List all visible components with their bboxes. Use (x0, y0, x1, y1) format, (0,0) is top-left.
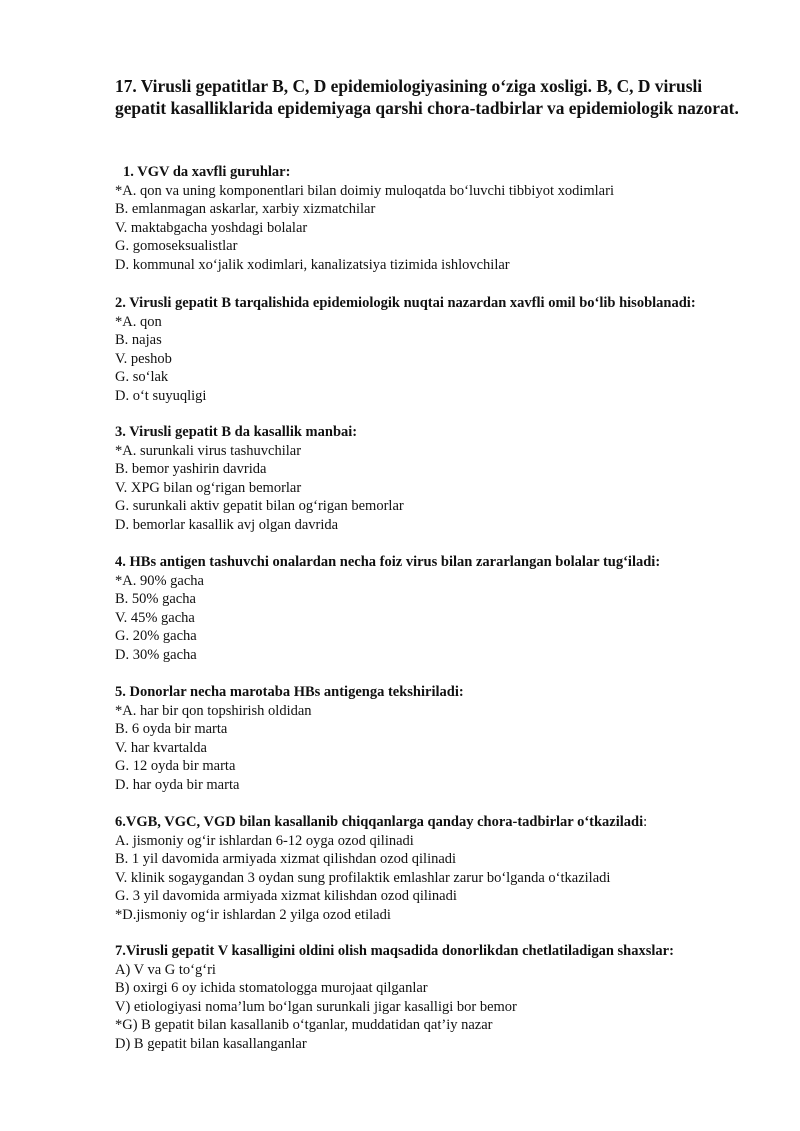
question-block-5 (115, 682, 775, 794)
answer-option: B. bemor yashirin davrida (115, 461, 267, 478)
answer-option: G. 3 yil davomida armiyada xizmat kilishdan ozod qilinadi (115, 888, 457, 905)
answer-options (115, 313, 775, 405)
question-block-2 (115, 293, 775, 405)
question-text-suffix: : (643, 814, 648, 830)
answer-option: V. maktabgacha yoshdagi bolalar (115, 219, 308, 236)
answer-option: G. gomoseksualistlar (115, 238, 238, 255)
answer-option: B. najas (115, 332, 162, 349)
answer-options (115, 442, 775, 534)
answer-option: G. 20% gacha (115, 628, 197, 645)
answer-option: *A. qon (115, 314, 162, 330)
answer-option: D) B gepatit bilan kasallanganlar (115, 1035, 307, 1052)
answer-option: *D.jismoniy og‘ir ishlardan 2 yilga ozod etiladi (115, 906, 391, 923)
answer-option: G. 12 oyda bir marta (115, 758, 236, 775)
question-block-1 (115, 162, 775, 274)
answer-options (115, 702, 775, 794)
answer-option: D. kommunal xo‘jalik xodimlari, kanalizatsiya tizimida ishlovchilar (115, 256, 510, 273)
answer-option: D. 30% gacha (115, 646, 197, 663)
answer-option: V. XPG bilan og‘rigan bemorlar (115, 479, 302, 496)
answer-option: V. peshob (115, 350, 172, 367)
question-block-7 (115, 941, 775, 1053)
answer-option: A. jismoniy og‘ir ishlardan 6-12 oyga ozod qilinadi (115, 833, 414, 849)
answer-option: *A. qon va uning komponentlari bilan doimiy muloqatda bo‘luvchi tibbiyot xodimlari (115, 183, 614, 199)
answer-option: D. o‘t suyuqligi (115, 387, 207, 404)
answer-option: A) V va G to‘g‘ri (115, 962, 216, 978)
question-text-main: 6.VGB, VGC, VGD bilan kasallanib chiqqanlarga qanday chora-tadbirlar o‘tkaziladi (115, 814, 644, 830)
answer-option: G. surunkali aktiv gepatit bilan og‘rigan bemorlar (115, 498, 404, 515)
question-text: 5. Donorlar necha marotaba HBs antigenga tekshiriladi: (115, 684, 464, 700)
question-text: 3. Virusli gepatit B da kasallik manbai: (115, 424, 358, 440)
answer-option: G. so‘lak (115, 369, 169, 386)
question-text: 1. VGV da xavfli guruhlar: (123, 164, 291, 180)
answer-option: B) oxirgi 6 oy ichida stomatologga murojaat qilganlar (115, 980, 428, 997)
question-block-3 (115, 422, 775, 534)
answer-option: V. 45% gacha (115, 609, 195, 626)
question-text: 4. HBs antigen tashuvchi onalardan necha foiz virus bilan zararlangan bolalar tug‘iladi: (115, 554, 661, 570)
question-block-6 (115, 812, 775, 924)
answer-option: *A. 90% gacha (115, 573, 204, 589)
answer-option: B. 1 yil davomida armiyada xizmat qilishdan ozod qilinadi (115, 851, 457, 868)
answer-option: V. klinik sogaygandan 3 oydan sung profilaktik emlashlar zarur bo‘lganda o‘tkaziladi (115, 869, 611, 886)
page-title: 17. Virusli gepatitlar B, C, D epidemiologiyasining o‘ziga xosligi. B, C, D virusli gepatit kasalliklarida epidemiyaga qarshi chora-tadbirlar va epidemiologik nazorat. (115, 76, 739, 118)
answer-option: B. 6 oyda bir marta (115, 721, 228, 738)
answer-option: V. har kvartalda (115, 739, 207, 756)
answer-option: *A. har bir qon topshirish oldidan (115, 703, 312, 719)
answer-option: B. 50% gacha (115, 591, 196, 608)
answer-options (115, 961, 775, 1053)
answer-options (115, 832, 775, 924)
question-text: 2. Virusli gepatit B tarqalishida epidemiologik nuqtai nazardan xavfli omil bo‘lib hisoblanadi: (115, 295, 696, 311)
answer-option: D. har oyda bir marta (115, 776, 240, 793)
answer-option: B. emlanmagan askarlar, xarbiy xizmatchilar (115, 201, 376, 218)
answer-option: *A. surunkali virus tashuvchilar (115, 443, 302, 459)
question-text: 7.Virusli gepatit V kasalligini oldini olish maqsadida donorlikdan chetlatiladigan shaxslar: (115, 943, 674, 959)
answer-option: D. bemorlar kasallik avj olgan davrida (115, 516, 339, 533)
answer-option: V) etiologiyasi noma’lum bo‘lgan surunkali jigar kasalligi bor bemor (115, 998, 517, 1015)
answer-options (115, 572, 775, 664)
answer-options (115, 182, 775, 274)
question-block-4 (115, 552, 775, 664)
answer-option: *G) B gepatit bilan kasallanib o‘tganlar, muddatidan qat’iy nazar (115, 1017, 493, 1034)
question-text (115, 812, 775, 832)
